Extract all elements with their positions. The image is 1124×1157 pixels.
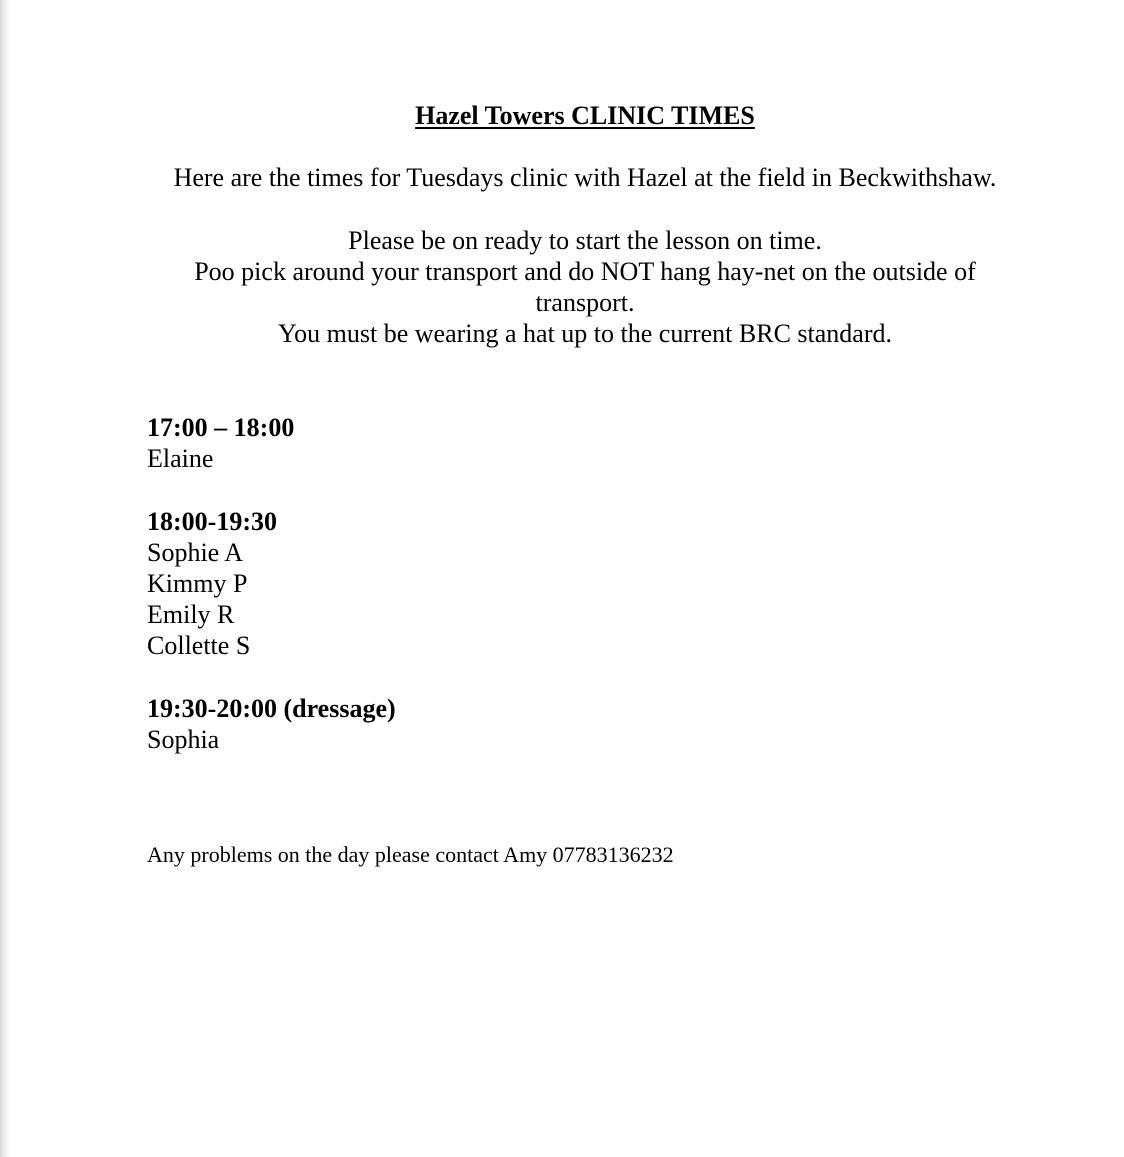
rule-poo-pick: Poo pick around your transport and do NOT hang hay-net on the outside of transport. — [194, 257, 976, 317]
rider-name: Collette S — [147, 631, 251, 660]
intro-text: Here are the times for Tuesdays clinic with Hazel at the field in Beckwithshaw. — [173, 163, 997, 192]
slot-time: 17:00 – 18:00 — [147, 413, 295, 442]
time-slot-2 — [147, 506, 277, 661]
rider-name: Sophie A — [147, 538, 244, 567]
time-slot-3 — [147, 693, 396, 755]
rider-name: Emily R — [147, 600, 235, 629]
rider-name: Elaine — [147, 444, 214, 473]
rules-block — [170, 225, 1000, 349]
rider-name: Kimmy P — [147, 569, 248, 598]
rider-name: Sophia — [147, 725, 220, 754]
time-slot-1 — [147, 412, 294, 474]
rule-hat-standard: You must be wearing a hat up to the current BRC standard. — [277, 319, 893, 348]
rule-on-time: Please be on ready to start the lesson on time. — [348, 226, 822, 255]
slot-time: 18:00-19:30 — [147, 507, 277, 536]
contact-text: Any problems on the day please contact Amy 07783136232 — [147, 842, 674, 867]
slot-time: 19:30-20:00 (dressage) — [147, 694, 396, 723]
document-title: Hazel Towers CLINIC TIMES — [415, 101, 755, 130]
